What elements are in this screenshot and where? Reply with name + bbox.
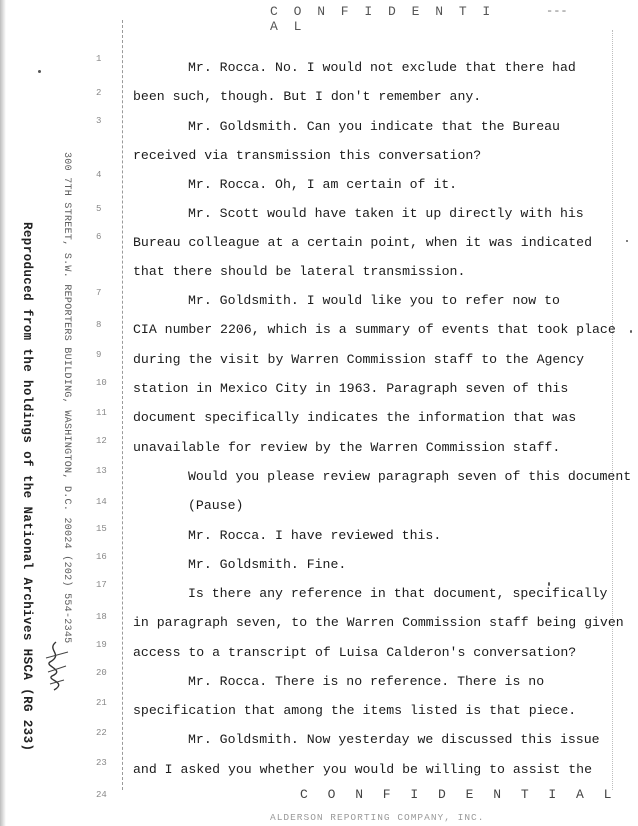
line-number: 23 [96, 758, 107, 768]
scan-speck [630, 330, 632, 333]
transcript-line: Would you please review paragraph seven of this document [188, 469, 632, 484]
transcript-line: and I asked you whether you would be willing to assist the [133, 762, 592, 777]
transcript-line: been such, though. But I don't remember any. [133, 89, 482, 104]
handwritten-initials-mark [42, 640, 72, 692]
line-number: 13 [96, 466, 107, 476]
transcript-line: Mr. Goldsmith. Fine. [188, 557, 347, 572]
line-number: 8 [96, 320, 102, 330]
left-margin-rule [122, 20, 124, 790]
archive-reproduction-note: Reproduced from the holdings of the National Archives HSCA (RG 233) [20, 222, 34, 752]
line-number: 22 [96, 728, 107, 738]
transcript-line: (Pause) [188, 498, 244, 513]
scan-edge-shadow [0, 0, 6, 826]
transcript-line: document specifically indicates the information that was [133, 410, 577, 425]
line-number: 2 [96, 88, 102, 98]
line-number: 20 [96, 668, 107, 678]
transcript-line: Mr. Goldsmith. I would like you to refer now to [188, 293, 560, 308]
transcript-line: Mr. Goldsmith. Can you indicate that the Bureau [188, 119, 560, 134]
line-number: 4 [96, 170, 102, 180]
transcript-line: received via transmission this conversation? [133, 148, 482, 163]
line-number: 18 [96, 612, 107, 622]
right-margin-rule [612, 30, 614, 790]
line-number: 15 [96, 524, 107, 534]
footer-confidential-stamp: C O N F I D E N T I A L [300, 787, 618, 802]
scan-speck [38, 70, 41, 73]
header-page-number: --- [546, 4, 568, 18]
line-number: 21 [96, 698, 107, 708]
line-number: 24 [96, 790, 107, 800]
line-number: 6 [96, 232, 102, 242]
transcript-line: specification that among the items listed is that piece. [133, 703, 577, 718]
transcript-line: that there should be lateral transmission. [133, 264, 466, 279]
transcript-line: access to a transcript of Luisa Calderon's conversation? [133, 645, 577, 660]
line-number: 5 [96, 204, 102, 214]
transcript-line: Mr. Rocca. There is no reference. There is no [188, 674, 545, 689]
transcript-line: Mr. Rocca. Oh, I am certain of it. [188, 177, 458, 192]
line-number: 19 [96, 640, 107, 650]
header-confidential-stamp: C O N F I D E N T I A L [270, 4, 495, 34]
transcript-line: Mr. Rocca. I have reviewed this. [188, 528, 442, 543]
scan-speck [626, 240, 628, 242]
line-number: 9 [96, 350, 102, 360]
transcript-line: during the visit by Warren Commission staff to the Agency [133, 352, 585, 367]
line-number: 17 [96, 580, 107, 590]
line-number: 11 [96, 408, 107, 418]
line-number: 14 [96, 497, 107, 507]
transcript-line: unavailable for review by the Warren Commission staff. [133, 440, 561, 455]
line-number: 7 [96, 288, 102, 298]
line-number: 3 [96, 116, 102, 126]
transcript-line: Mr. Rocca. No. I would not exclude that there had [188, 60, 576, 75]
transcript-line: Bureau colleague at a certain point, when it was indicated [133, 235, 592, 250]
transcript-line: in paragraph seven, to the Warren Commission staff being given [133, 615, 624, 630]
transcript-line: Mr. Scott would have taken it up directly with his [188, 206, 584, 221]
line-number: 1 [96, 54, 102, 64]
reporter-address-margin: 300 7TH STREET, S.W. REPORTERS BUILDING, WASHINGTON, D.C. 20024 (202) 554-2345 [61, 152, 72, 644]
transcript-line: station in Mexico City in 1963. Paragraph seven of this [133, 381, 569, 396]
footer-reporter-name: ALDERSON REPORTING COMPANY, INC. [270, 812, 485, 823]
transcript-line: Mr. Goldsmith. Now yesterday we discussed this issue [188, 732, 600, 747]
transcript-line: Is there any reference in that document, specifically [188, 586, 608, 601]
line-number: 10 [96, 378, 107, 388]
line-number: 16 [96, 552, 107, 562]
line-number: 12 [96, 436, 107, 446]
transcript-line: CIA number 2206, which is a summary of events that took place [133, 322, 616, 337]
